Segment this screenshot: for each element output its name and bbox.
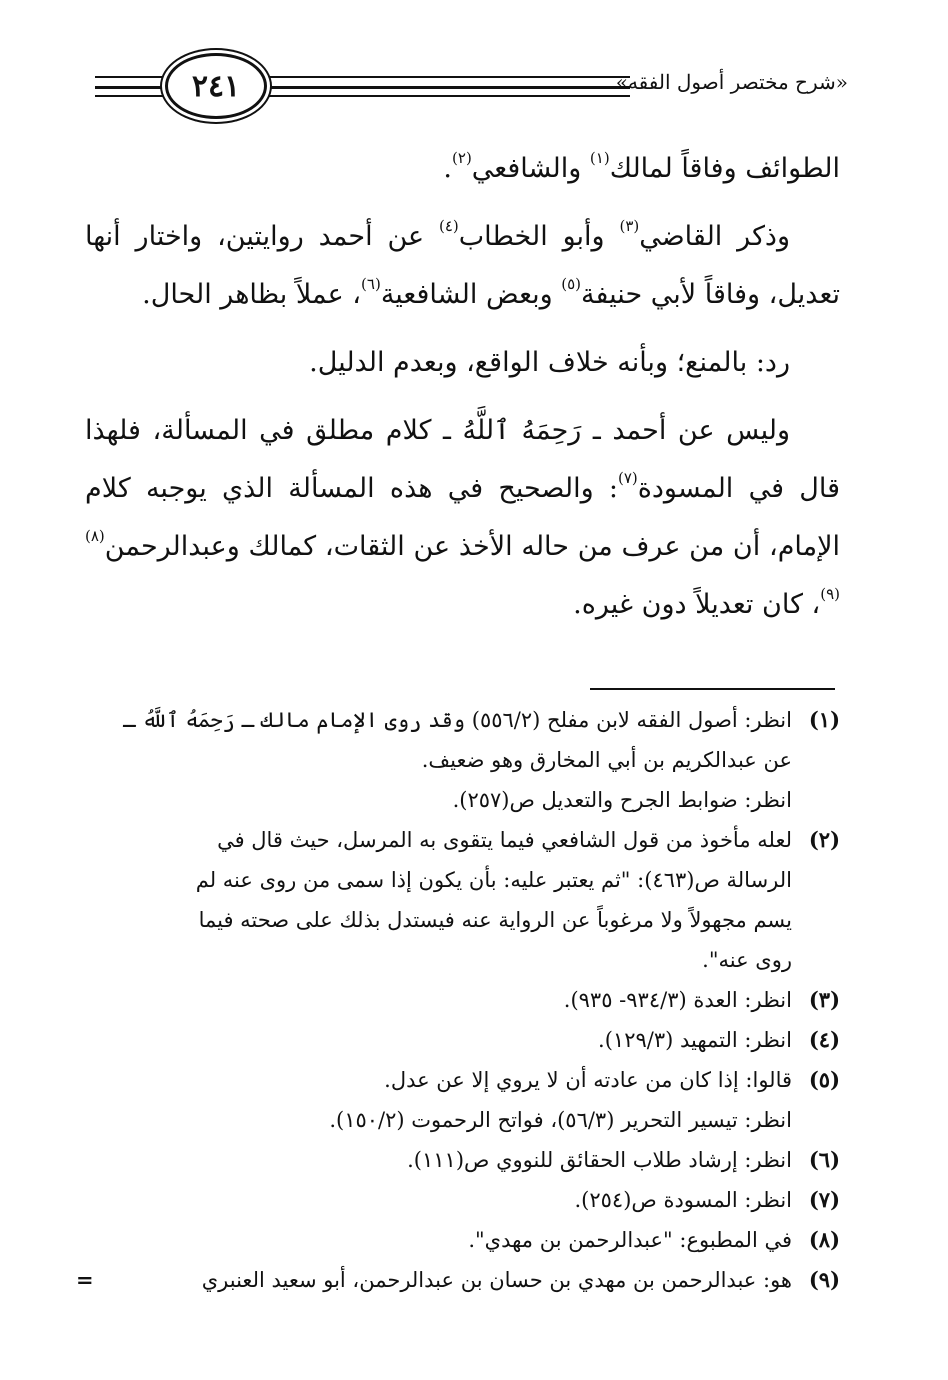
footnote-number: (٨)	[808, 1227, 840, 1252]
header-rule	[95, 86, 167, 89]
header-rule	[95, 76, 167, 78]
header-rule	[95, 95, 167, 97]
page-header	[90, 48, 848, 128]
paragraph	[85, 402, 840, 634]
body-text-run: ، عملاً بظاهر الحال.	[142, 279, 362, 310]
footnote-number: (٧)	[808, 1187, 840, 1212]
footnote-number: (١)	[808, 707, 840, 732]
body-text-run: وليس عن أحمد ـ رَحِمَهُ ٱللَّهُ ـ كلام مطلق في المسألة، فلهذا قال في المسودة	[85, 415, 841, 504]
footnote	[80, 700, 840, 820]
header-rule	[260, 86, 630, 89]
footnote-line: انظر: التمهيد (١٢٩/٣).	[598, 1028, 792, 1052]
footnote-number: (٦)	[808, 1147, 840, 1172]
body-text-run: : والصحيح في هذه المسألة الذي يوجبه كلام الإمام، أن من عرف من حاله الأخذ عن الثقات، كمالك وعبدالرحمن	[85, 473, 840, 562]
body-text-run: وبعض الشافعية	[380, 279, 562, 310]
footnote-number: (٢)	[808, 827, 840, 852]
body-text-run: والشافعي	[471, 153, 590, 184]
header-rule	[260, 95, 630, 97]
body-text-run: عن أحمد روايتين، واختار أنها تعديل، وفاقاً لأبي حنيفة	[85, 221, 840, 310]
footnote-line: قالوا: إذا كان من عادته أن لا يروي إلا عن عدل.	[384, 1068, 792, 1092]
header-rule	[260, 76, 630, 78]
footnote-reference[interactable]: (٧)	[617, 469, 638, 487]
paragraph	[85, 334, 840, 392]
footnote	[76, 1260, 840, 1300]
footnote-line: انظر: المسودة ص(٢٥٤).	[574, 1188, 792, 1212]
paragraph	[85, 208, 840, 324]
footnote	[80, 1180, 840, 1220]
footnote-line: روى عنه".	[702, 948, 792, 972]
footnote-number: (٣)	[808, 987, 840, 1012]
footnotes	[76, 700, 840, 1300]
footnote-line: انظر: ضوابط الجرح والتعديل ص(٢٥٧).	[452, 788, 792, 812]
body-text-run: ، كان تعديلاً دون غيره.	[573, 589, 821, 620]
footnote-line: انظر: أصول الفقه لابن مفلح (٥٥٦/٢) وقد روى الإمام مالك ـ رَحِمَهُ ٱللَّهُ ـ	[123, 708, 792, 732]
footnote-line: هو: عبدالرحمن بن مهدي بن حسان بن عبدالرحمن، أبو سعيد العنبري	[201, 1268, 792, 1292]
book-title: «شرح مختصر أصول الفقه»	[615, 70, 848, 94]
paragraph	[85, 140, 840, 198]
footnote-reference[interactable]: (٥)	[561, 275, 582, 293]
body-text-run: .	[443, 153, 453, 184]
footnote	[80, 820, 840, 980]
main-text	[85, 140, 840, 644]
footnote-reference[interactable]: (٣)	[619, 217, 640, 235]
footnote-reference[interactable]: (٦)	[361, 275, 381, 293]
footnote	[80, 1060, 840, 1140]
footnote-number: (٥)	[808, 1067, 840, 1092]
page-number-badge	[165, 53, 267, 119]
footnote-line: انظر: العدة (٩٣٤/٣- ٩٣٥).	[563, 988, 792, 1012]
body-text-run: وأبو الخطاب	[458, 221, 620, 252]
footnote-line: يسم مجهولاً ولا مرغوباً عن الرواية عنه فيستدل بذلك على صحته فيما	[198, 908, 792, 932]
footnote-line: الرسالة ص(٤٦٣): "ثم يعتبر عليه: بأن يكون إذا سمى من روى عنه لم	[195, 868, 792, 892]
footnote-line: عن عبدالكريم بن أبي المخارق وهو ضعيف.	[421, 748, 792, 772]
page-number: ٢٤١	[191, 68, 241, 104]
footnote-line: لعله مأخوذ من قول الشافعي فيما يتقوى به المرسل، حيث قال في	[217, 828, 792, 852]
footnote	[80, 1220, 840, 1260]
footnote-number: (٤)	[808, 1027, 840, 1052]
footnote	[80, 980, 840, 1020]
footnote-separator	[590, 688, 835, 690]
continuation-mark: =	[76, 1267, 94, 1292]
footnote-reference[interactable]: (٨)(٩)	[85, 527, 840, 603]
footnote	[80, 1140, 840, 1180]
footnote-reference[interactable]: (٤)	[438, 217, 459, 235]
footnote-line: في المطبوع: "عبدالرحمن بن مهدي".	[468, 1228, 792, 1252]
footnote-line: انظر: تيسير التحرير (٥٦/٣)، فواتح الرحموت (١٥٠/٢).	[329, 1108, 792, 1132]
footnote-line: انظر: إرشاد طلاب الحقائق للنووي ص(١١١).	[407, 1148, 792, 1172]
body-text-run: وذكر القاضي	[639, 221, 790, 252]
footnote-number: (٩)	[808, 1267, 840, 1292]
footnote-reference[interactable]: (٢)	[452, 149, 472, 167]
body-text-run: رد: بالمنع؛ وبأنه خلاف الواقع، وبعدم الدليل.	[309, 347, 790, 378]
footnote	[80, 1020, 840, 1060]
footnote-reference[interactable]: (١)	[589, 149, 610, 167]
body-text-run: الطوائف وفاقاً لمالك	[609, 153, 840, 184]
